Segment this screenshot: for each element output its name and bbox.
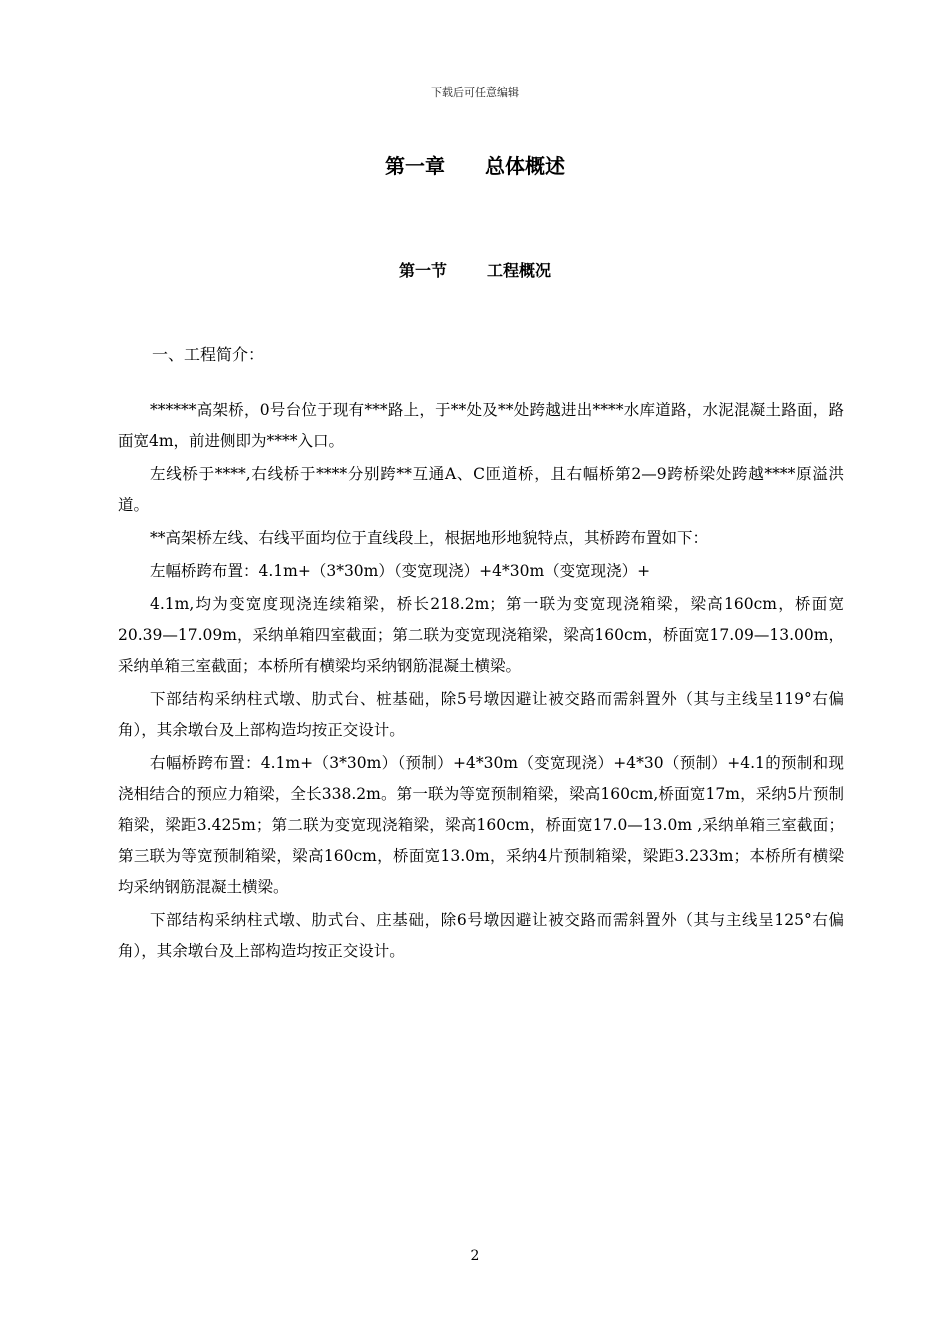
- header-note: 下载后可任意编辑: [431, 86, 519, 99]
- paragraph: 左线桥于****,右线桥于****分别跨**互通A、C匝道桥，且右幅桥第2—9跨桥梁处跨越****原溢洪道。: [118, 465, 844, 514]
- paragraph: 4.1m,均为变宽度现浇连续箱梁，桥长218.2m；第一联为变宽现浇箱梁，梁高160cm，桥面宽20.39—17.09m，采纳单箱四室截面；第二联为变宽现浇箱梁，梁高160cm，桥面宽17.09—13.00m，采纳单箱三室截面；本桥所有横梁均采纳钢筋混凝土横梁。: [118, 595, 844, 675]
- section-title: [0, 258, 950, 281]
- chapter-title: [0, 150, 950, 179]
- paragraph: 右幅桥跨布置：4.1m+（3*30m）（预制）+4*30m（变宽现浇）+4*30（预制）+4.1的预制和现浇相结合的预应力箱梁，全长338.2m。第一联为等宽预制箱梁，梁高160cm,桥面宽17m，采纳5片预制箱梁，梁距3.425m；第二联为变宽现浇箱梁，梁高160cm，桥面宽17.0—13.0m ,采纳单箱三室截面；第三联为等宽预制箱梁，梁高160cm，桥面宽13.0m，采纳4片预制箱梁，梁距3.233m；本桥所有横梁均采纳钢筋混凝土横梁。: [118, 754, 844, 896]
- section-number: 第一节: [398, 261, 447, 280]
- paragraph: 左幅桥跨布置：4.1m+（3*30m）（变宽现浇）+4*30m（变宽现浇）+: [150, 562, 651, 580]
- paragraph: 下部结构采纳柱式墩、肋式台、庄基础，除6号墩因避让被交路而需斜置外（其与主线呈125°右偏角），其余墩台及上部构造均按正交设计。: [118, 911, 844, 960]
- subheading: 一、工程简介：: [152, 345, 265, 364]
- chapter-name: 总体概述: [485, 154, 565, 178]
- body-text: [118, 395, 844, 969]
- section-name: 工程概况: [487, 261, 552, 280]
- paragraph: ******高架桥，0号台位于现有***路上，于**处及**处跨越进出****水库道路，水泥混凝土路面，路面宽4m，前进侧即为****入口。: [118, 401, 844, 450]
- paragraph: 下部结构采纳柱式墩、肋式台、桩基础，除5号墩因避让被交路而需斜置外（其与主线呈119°右偏角），其余墩台及上部构造均按正交设计。: [118, 690, 844, 739]
- page-number: 2: [470, 1248, 480, 1264]
- chapter-number: 第一章: [385, 154, 445, 178]
- paragraph: **高架桥左线、右线平面均位于直线段上，根据地形地貌特点，其桥跨布置如下：: [150, 529, 709, 547]
